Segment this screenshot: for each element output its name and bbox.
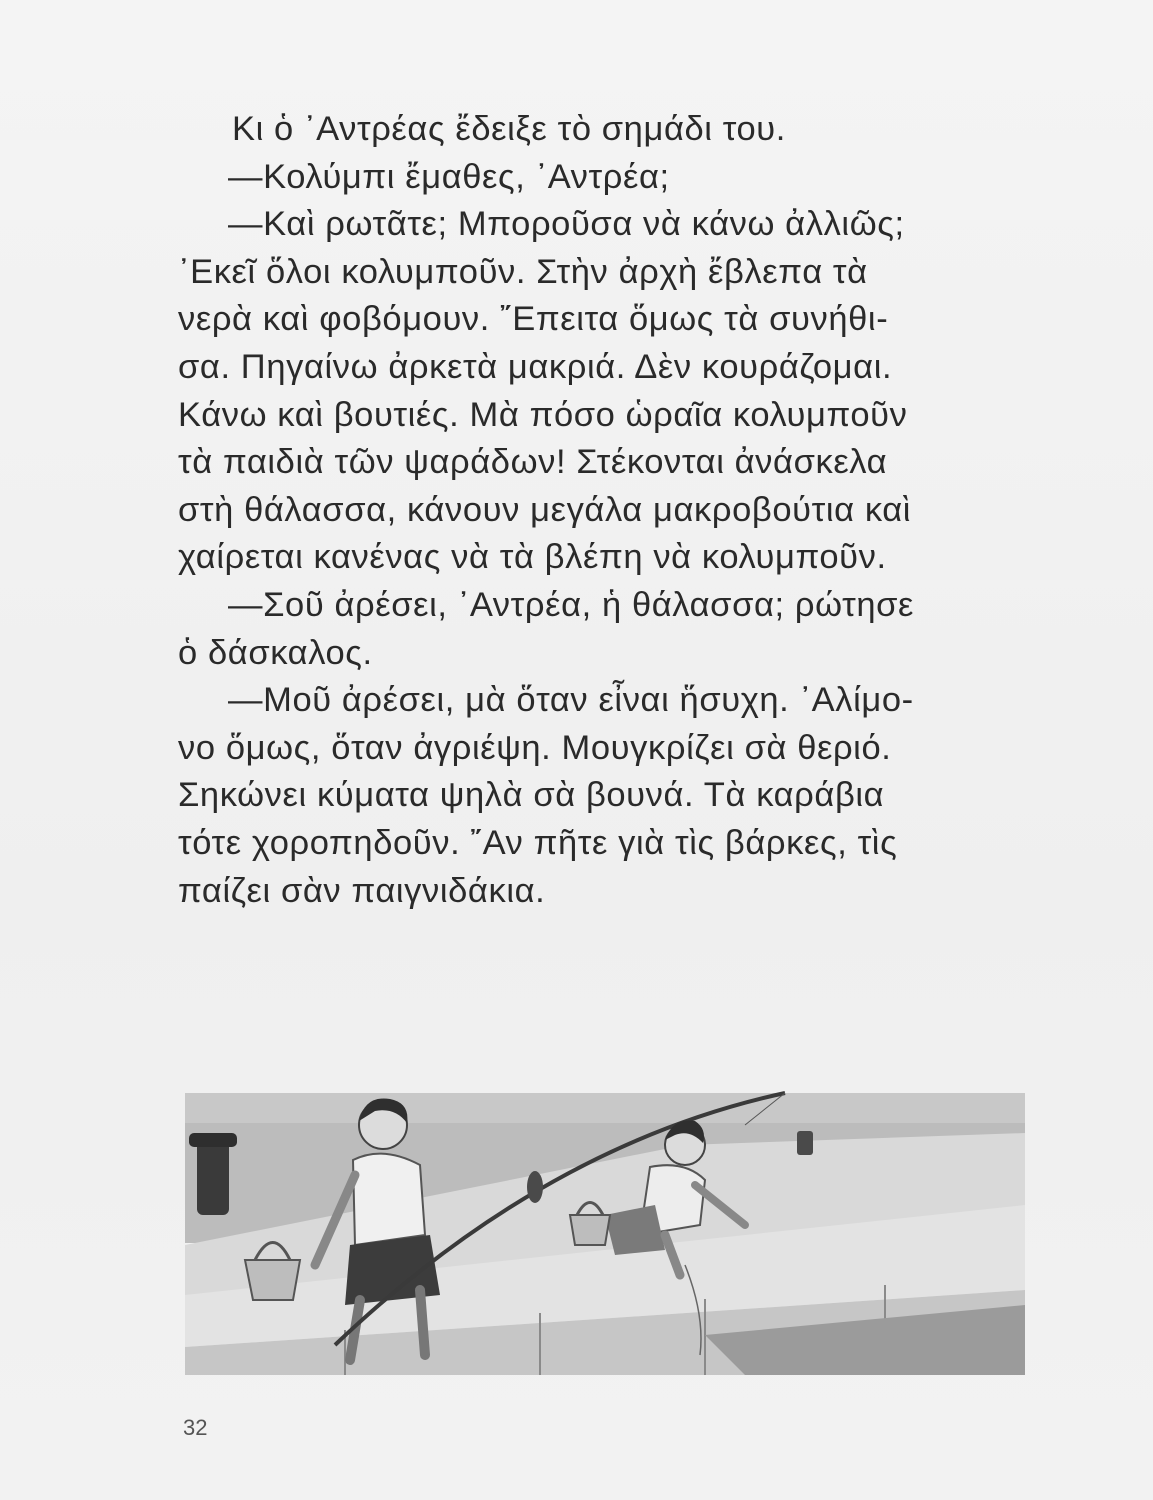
text-line: σα. Πηγαίνω ἀρκετὰ μακριά. Δὲν κουράζομαι.	[178, 347, 893, 386]
boy-leg	[420, 1290, 425, 1355]
page-number: 32	[183, 1415, 208, 1440]
text-line: νερὰ καὶ φοβόμουν. ῎Επειτα ὅμως τὰ συνήθι-	[178, 300, 889, 339]
text-line: παίζει σὰν παιγνιδάκια.	[178, 871, 546, 910]
basket2-icon	[570, 1215, 610, 1245]
text-line: χαίρεται κανένας νὰ τὰ βλέπη νὰ κολυμποῦν.	[178, 538, 887, 577]
fishing-boys-illustration	[185, 1085, 1025, 1375]
text-line: —Μοῦ ἀρέσει, μὰ ὅταν εἶναι ἥσυχη. ᾿Αλίμο-	[228, 681, 914, 720]
sea-band	[185, 1093, 1025, 1123]
text-line: ὁ δάσκαλος.	[178, 633, 373, 672]
text-line: τότε χοροπηδοῦν. ῎Αν πῆτε γιὰ τὶς βάρκες, τὶς	[178, 823, 898, 862]
bollard-top	[189, 1133, 237, 1147]
text-line: τὰ παιδιὰ τῶν ψαράδων! Στέκονται ἀνάσκελα	[178, 443, 888, 482]
text-line: —Καὶ ρωτᾶτε; Μποροῦσα νὰ κάνω ἀλλιῶς;	[228, 205, 905, 244]
boy-shirt	[353, 1154, 425, 1245]
distant-bucket-icon	[797, 1131, 813, 1155]
text-line: νο ὅμως, ὅταν ἀγριέψη. Μουγκρίζει σὰ θεριό.	[178, 728, 892, 767]
text-line: Κι ὁ ᾿Αντρέας ἔδειξε τὸ σημάδι του.	[232, 110, 786, 148]
text-line: —Κολύμπι ἔμαθες, ᾿Αντρέα;	[228, 157, 670, 196]
text-line: στὴ θάλασσα, κάνουν μεγάλα μακροβούτια καὶ	[178, 490, 912, 529]
basket-icon	[245, 1260, 300, 1300]
text-line: Σηκώνει κύματα ψηλὰ σὰ βουνά. Τὰ καράβια	[178, 776, 885, 815]
text-line: Κάνω καὶ βουτιές. Μὰ πόσο ὡραῖα κολυμποῦν	[178, 395, 908, 434]
fish-icon	[527, 1171, 543, 1203]
text-line: —Σοῦ ἀρέσει, ᾿Αντρέα, ἡ θάλασσα; ρώτησε	[228, 585, 915, 624]
bollard	[197, 1140, 229, 1215]
text-line: ᾿Εκεῖ ὅλοι κολυμποῦν. Στὴν ἀρχὴ ἔβλεπα τὰ	[178, 252, 868, 291]
story-text	[178, 106, 1058, 915]
